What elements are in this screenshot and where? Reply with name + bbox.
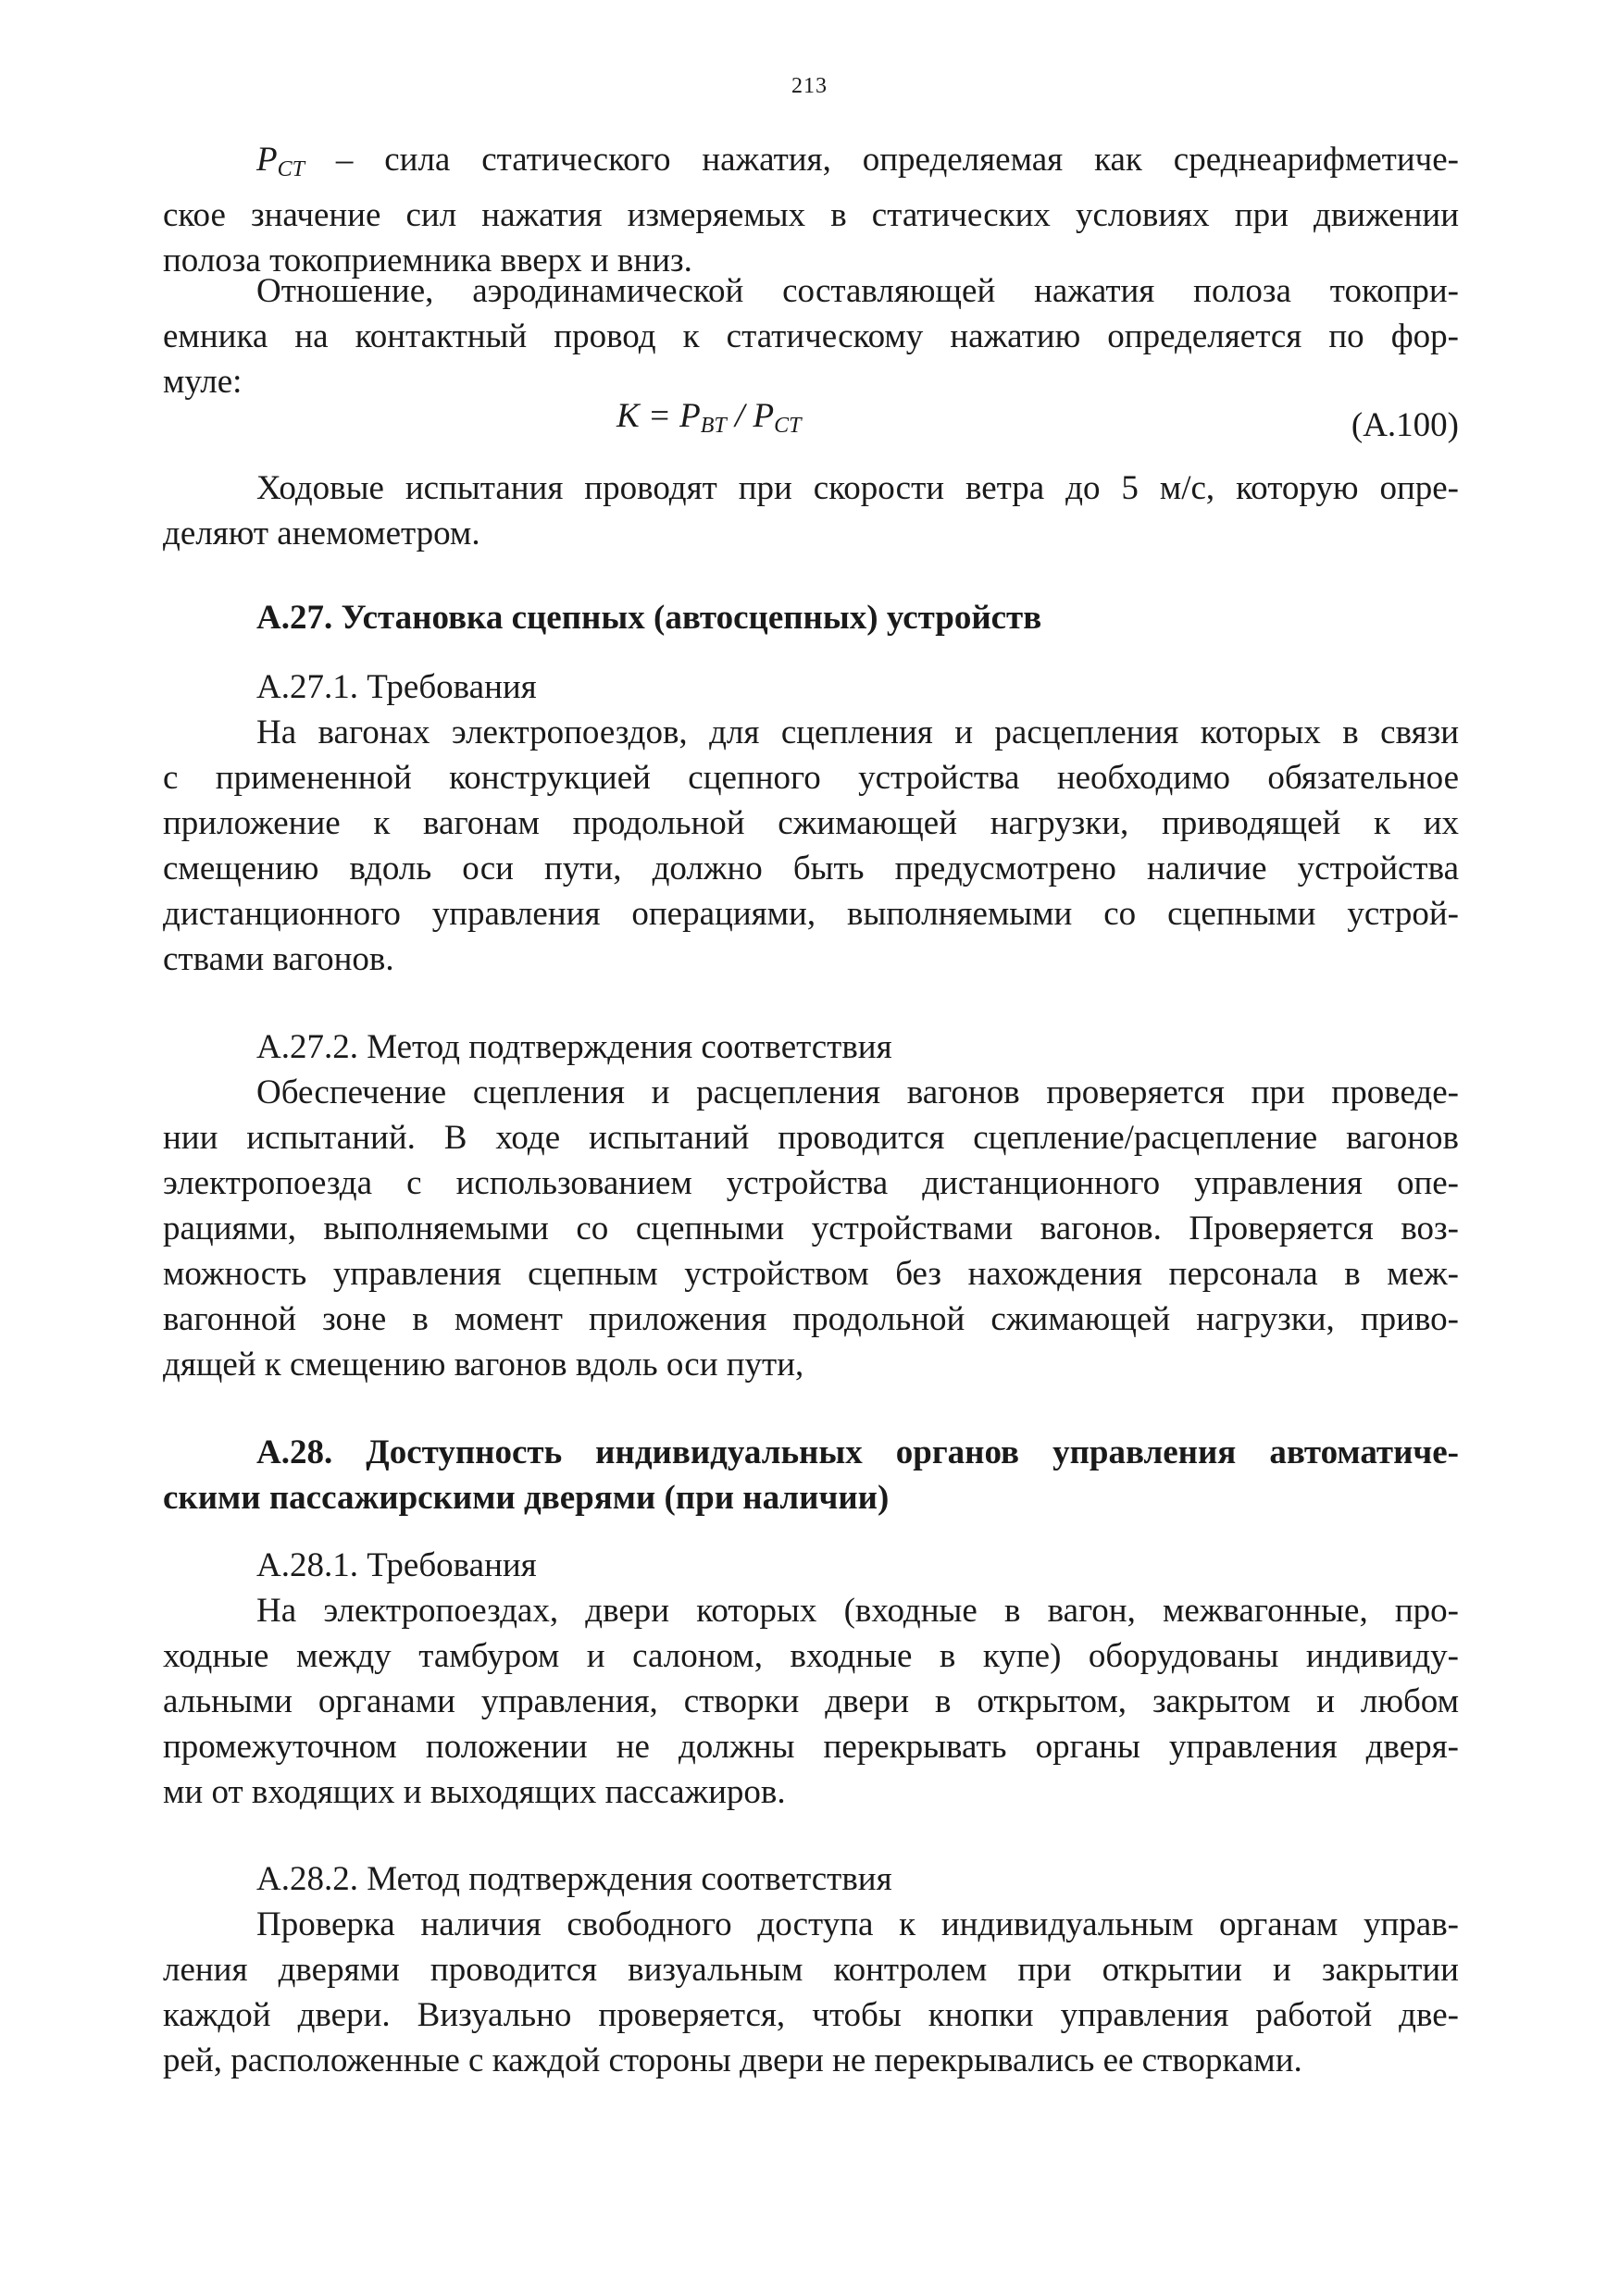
formula-number: (А.100)	[1351, 406, 1459, 444]
text-line: На вагонах электропоездов, для сцепления и расцепления которых в связи	[256, 714, 1459, 751]
formula-subscript-ct: CT	[774, 414, 802, 438]
text-line: Обеспечение сцепления и расцепления вагонов проверяется при проведе-	[256, 1074, 1459, 1111]
text-line: рей, расположенные с каждой стороны двери не перекрывались ее створками.	[163, 2042, 1302, 2079]
paragraph-coupling-verification	[163, 1070, 1459, 1387]
text-line: с примененной конструкцией сцепного устройства необходимо обязательное	[163, 759, 1459, 797]
formula-subscript-bt: BT	[700, 414, 727, 438]
section-heading-a27	[163, 595, 1459, 640]
text-fragment: – сила статического нажатия, определяемая как среднеарифметиче-	[304, 141, 1459, 179]
text-line: Проверка наличия свободного доступа к индивидуальным органам управ-	[256, 1905, 1459, 1943]
text-line: емника на контактный провод к статическому нажатию определяется по фор-	[163, 317, 1459, 355]
text-line: нии испытаний. В ходе испытаний проводится сцепление/расцепление вагонов	[163, 1119, 1459, 1157]
text-line: ми от входящих и выходящих пассажиров.	[163, 1773, 786, 1811]
text-line: ское значение сил нажатия измеряемых в статических условиях при движении	[163, 196, 1459, 234]
text-line: Ходовые испытания проводят при скорости ветра до 5 м/с, которую опре-	[256, 469, 1459, 507]
subsection-heading-a27-2	[163, 1024, 1459, 1070]
formula-lhs: K = P	[616, 397, 701, 435]
text-line: промежуточном положении не должны перекрывать органы управления дверя-	[163, 1728, 1459, 1766]
text-line: каждой двери. Визуально проверяется, чтобы кнопки управления работой две-	[163, 1996, 1459, 2034]
text-line: приложение к вагонам продольной сжимающей нагрузки, приводящей к их	[163, 804, 1459, 842]
text-line: можность управления сцепным устройством без нахождения персонала в меж-	[163, 1255, 1459, 1293]
subsection-heading-a28-1	[163, 1543, 1459, 1588]
text-line: альными органами управления, створки двери в открытом, закрытом и любом	[163, 1682, 1459, 1720]
paragraph-static-pressure-definition	[163, 137, 1459, 283]
symbol-p: P	[256, 141, 278, 179]
paragraph-door-controls-requirements	[163, 1588, 1459, 1815]
subheading-text: А.28.1. Требования	[256, 1546, 537, 1584]
text-line	[163, 137, 1459, 192]
heading-text: А.27. Установка сцепных (автосцепных) устройств	[256, 599, 1042, 637]
subsection-heading-a28-2	[163, 1856, 1459, 1902]
text-line: дящей к смещению вагонов вдоль оси пути,	[163, 1346, 804, 1384]
heading-text: А.28. Доступность индивидуальных органов управления автоматиче-	[256, 1433, 1459, 1471]
text-line: ходные между тамбуром и салоном, входные в купе) оборудованы индивиду-	[163, 1637, 1459, 1675]
subscript-ct: CT	[277, 157, 305, 181]
paragraph-coupling-requirements	[163, 710, 1459, 982]
text-line: полоза токоприемника вверх и вниз.	[163, 242, 692, 279]
formula-expression	[616, 396, 802, 439]
text-line: ствами вагонов.	[163, 940, 394, 978]
subsection-heading-a27-1	[163, 664, 1459, 710]
text-line: дистанционного управления операциями, выполняемыми со сцепными устрой-	[163, 895, 1459, 933]
paragraph-running-tests	[163, 465, 1459, 556]
text-line: На электропоездах, двери которых (входные в вагон, межвагонные, про-	[256, 1592, 1459, 1630]
page-number: 213	[791, 74, 828, 98]
paragraph-ratio-definition	[163, 268, 1459, 404]
text-line: муле:	[163, 363, 243, 401]
subheading-text: А.27.2. Метод подтверждения соответствия	[256, 1028, 892, 1066]
text-line: Отношение, аэродинамической составляющей нажатия полоза токопри-	[256, 272, 1459, 310]
text-line: ления дверями проводится визуальным контролем при открытии и закрытии	[163, 1951, 1459, 1989]
subheading-text: А.28.2. Метод подтверждения соответствия	[256, 1860, 892, 1898]
text-line: рациями, выполняемыми со сцепными устройствами вагонов. Проверяется воз-	[163, 1210, 1459, 1247]
formula-divider: / P	[726, 397, 775, 435]
formula-row	[163, 396, 1459, 448]
text-line: деляют анемометром.	[163, 515, 480, 552]
text-line: электропоезда с использованием устройства дистанционного управления опе-	[163, 1164, 1459, 1202]
subheading-text: А.27.1. Требования	[256, 668, 537, 706]
text-line: смещению вдоль оси пути, должно быть предусмотрено наличие устройства	[163, 850, 1459, 887]
section-heading-a28	[163, 1430, 1459, 1520]
heading-text: скими пассажирскими дверями (при наличии)	[163, 1479, 890, 1517]
paragraph-door-controls-verification	[163, 1902, 1459, 2083]
text-line: вагонной зоне в момент приложения продольной сжимающей нагрузки, приво-	[163, 1300, 1459, 1338]
